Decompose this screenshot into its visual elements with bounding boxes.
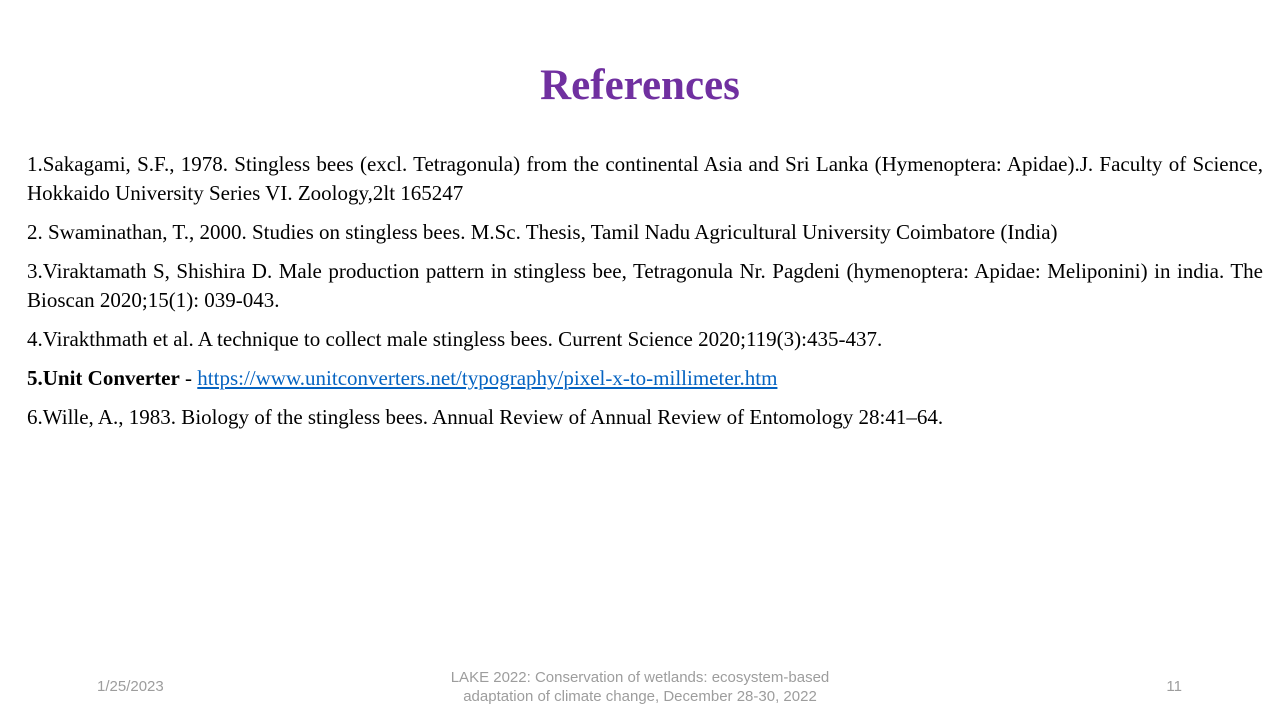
references-list [27,150,1263,442]
footer-conference-line1: LAKE 2022: Conservation of wetlands: ecosystem-based [450,669,830,686]
footer-date: 1/25/2023 [97,678,164,695]
footer-conference-line2: adaptation of climate change, December 28-30, 2022 [463,688,817,705]
footer-conference-text [410,668,870,706]
reference-item-5 [27,364,1263,393]
reference-5-bold-label: 5.Unit Converter [27,366,180,390]
reference-item-6: 6.Wille, A., 1983. Biology of the stingless bees. Annual Review of Annual Review of Entomology 28:41–64. [27,405,944,429]
reference-item-3: 3.Viraktamath S, Shishira D. Male production pattern in stingless bee, Tetragonula Nr. Pagdeni (hymenoptera: Apidae: Meliponini) in india. The Bioscan 2020;15(1): 039-043. [27,259,1263,312]
footer-page-number: 11 [1166,678,1182,695]
reference-item-4: 4.Virakthmath et al. A technique to collect male stingless bees. Current Science 2020;119(3):435-437. [27,327,883,351]
unit-converter-link[interactable]: https://www.unitconverters.net/typography/pixel-x-to-millimeter.htm [197,366,778,390]
reference-item-2: 2. Swaminathan, T., 2000. Studies on stingless bees. M.Sc. Thesis, Tamil Nadu Agricultural University Coimbatore (India) [27,220,1058,244]
reference-item-1: 1.Sakagami, S.F., 1978. Stingless bees (excl. Tetragonula) from the continental Asia and Sri Lanka (Hymenoptera: Apidae).J. Faculty of Science, Hokkaido University Series VI. Zoology,2lt 165247 [27,152,1263,205]
page-title: References [540,61,740,109]
reference-5-separator: - [179,366,198,390]
